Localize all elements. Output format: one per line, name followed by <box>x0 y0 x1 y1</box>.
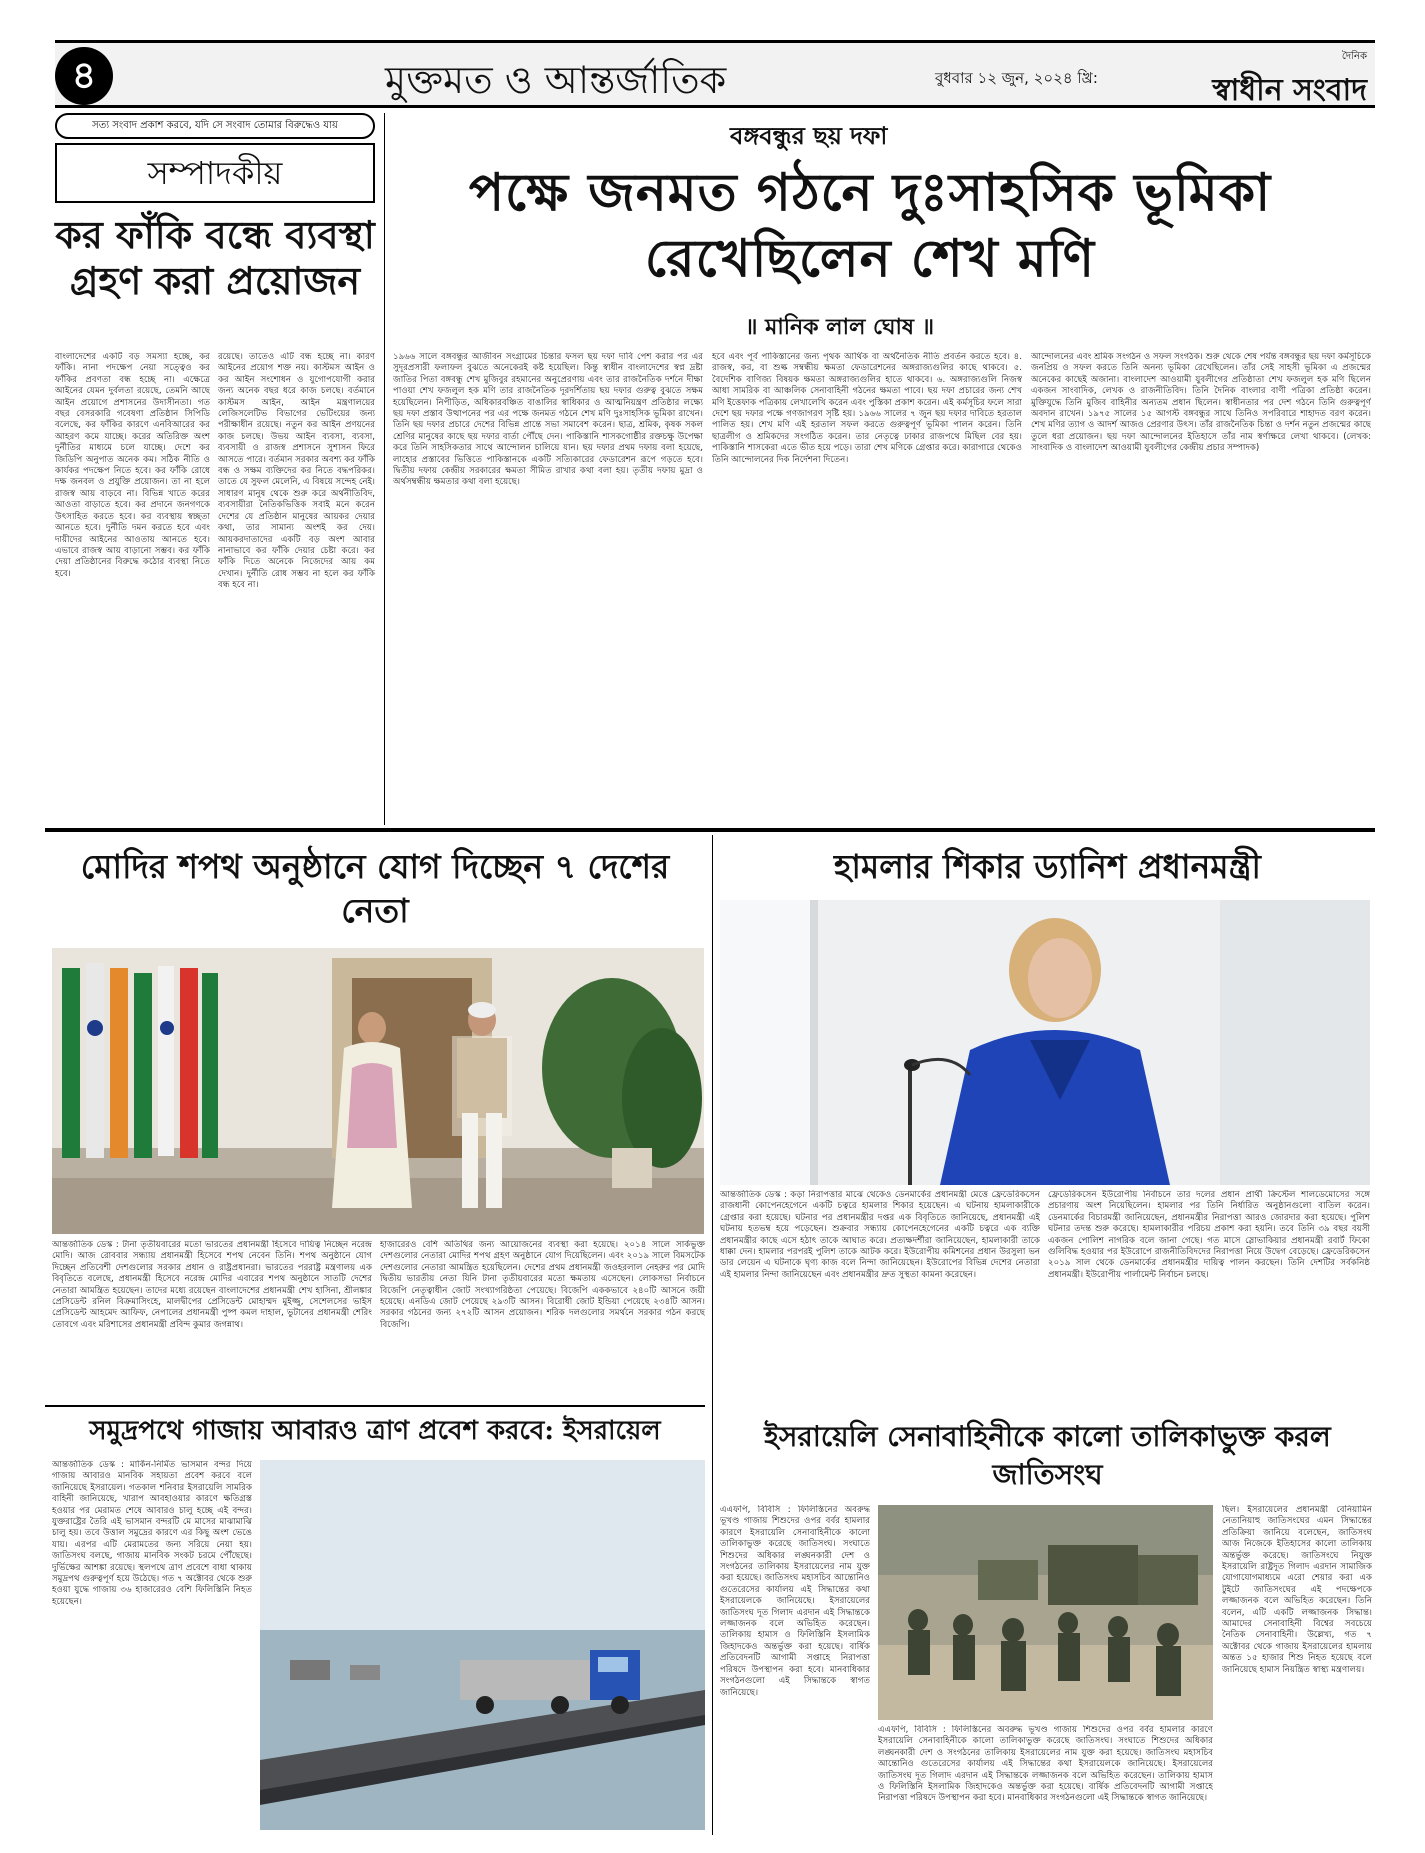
danish-pm-photo <box>720 900 1370 1185</box>
brand-name: স্বাধীন সংবাদ <box>1212 73 1367 108</box>
brand-small: দৈনিক <box>1341 51 1367 62</box>
editorial-title: কর ফাঁকি বন্ধে ব্যবস্থা গ্রহণ করা প্রয়োজন <box>55 212 375 303</box>
israeli-soldiers-photo <box>878 1505 1213 1720</box>
column-divider <box>384 113 385 825</box>
section-divider <box>45 828 1375 832</box>
main-text-col-3: আন্দোলনের এবং শ্রমিক সংগঠন ও সফল সংগঠক। শুরু থেকে শেষ পর্যন্ত বঙ্গবন্ধুর ছয় দফা কর্মসূচিকে জনপ্রিয় ও সফল করতে তিনি অনন্য ভূমিকা রেখেছিলেন। তাঁর সেই সাহসী ভূমিকা এ প্রজন্মের অনেকের কাছেই অজানা। বাংলাদেশ আওয়ামী যুবলীগের প্রতিষ্ঠাতা শেখ ফজলুল হক মণি ছিলেন একজন সাংবাদিক, লেখক ও রাজনীতিবিদ। তিনি দৈনিক বাংলার বাণী পত্রিকা প্রতিষ্ঠা করেন। মুক্তিযুদ্ধে তিনি মুজিব বাহিনীর অন্যতম প্রধান ছিলেন। স্বাধীনতার পর দেশ গঠনে তিনি গুরুত্বপূর্ণ অবদান রাখেন। ১৯৭৫ সালের ১৫ আগস্ট বঙ্গবন্ধুর সাথে তিনিও সপরিবারে শাহাদত বরণ করেন। শেখ মণির ত্যাগ ও আদর্শ আজও প্রেরণার উৎস। তাঁর রাজনৈতিক চিন্তা ও দর্শন নতুন প্রজন্মের কাছে তুলে ধরা প্রয়োজন। ছয় দফা আন্দোলনের ইতিহাসে তাঁর নাম স্বর্ণাক্ষরে লেখা থাকবে। (লেখক: সাংবাদিক ও বাংলাদেশ আওয়ামী যুবলীগের কেন্দ্রীয় প্রচার সম্পাদক) <box>1031 352 1371 454</box>
editorial-text-col-2: রয়েছে। তাতেও এটি বন্ধ হচ্ছে না। কারণ আইনের প্রয়োগ শক্ত নয়। কাস্টমস আইন ও কর আইন সংশোধন ও যুগোপযোগী করার জন্য অনেক বছর ধরে কাজ চলছে। বর্তমানে কাস্টমস আইন, আইন মন্ত্রণালয়ের লেজিসলেটিভ বিভাগের ভেটিংয়ের জন্য পরীক্ষাধীন রয়েছে। নতুন কর আইন প্রণয়নের কাজ চলছে। উভয় আইন ব্যবসা, ব্যবসা, ব্যবসায়ী ও রাজস্ব প্রশাসনে সুশাসন ফিরে আসতে পারে। বর্তমান সরকার অবশ্য কর ফাঁকি বন্ধ ও সক্ষম ব্যক্তিদের কর নিতে বদ্ধপরিকর। তাতে যে সুফল মেলেনি, এ বিষয়ে সন্দেহ নেই। সাধারণ মানুষ থেকে শুরু করে অর্থনীতিবিদ, ব্যবসায়ীরা নৈতিকভিত্তিক সবাই মনে করেন দেশের যে প্রতিষ্ঠান মানুষের আয়কর দেয়ার কথা, তার সামান্য অংশই কর দেয়। আয়করদাতাদের একটি বড় অংশ আবার নানাভাবে কর ফাঁকি দেয়ার চেষ্টা করে। কর ফাঁকি দিতে অনেকে নিজেদের আয় কম দেখান। দুর্নীতি রোধ সম্ভব না হলে কর ফাঁকি বন্ধ হবে না। <box>218 352 375 591</box>
main-kicker: বঙ্গবন্ধুর ছয় দফা <box>730 121 888 150</box>
masthead-logo <box>1212 49 1367 117</box>
un-text-col-2a: এএফপি, বিবিসি : ফিলিস্তিনের অবরুদ্ধ ভূখণ্ড গাজায় শিশুদের ওপর বর্বর হামলার কারণে ইসরায়েলি সেনাবাহিনীকে কালো তালিকাভুক্ত করেছে জাতিসংঘ। সংঘাতে শিশুদের অধিকার লঙ্ঘনকারী দেশ ও সংগঠনের তালিকায় ইসরায়েলের নাম যুক্ত করা হয়েছে। জাতিসংঘ মহাসচিব আন্তোনিও গুতেরেসের কার্যালয় এই সিদ্ধান্তের কথা ইসরায়েলকে জানিয়েছে। ইসরায়েলের জাতিসংঘ দূত গিলাদ এরদান এই সিদ্ধান্তকে লজ্জাজনক বলে অভিহিত করেছেন। তালিকায় হামাস ও ফিলিস্তিনি ইসলামিক জিহাদকেও অন্তর্ভুক্ত করা হয়েছে। বার্ষিক প্রতিবেদনটি আগামী সপ্তাহে নিরাপত্তা পরিষদে উপস্থাপন করা হবে। মানবাধিকার সংগঠনগুলো এই সিদ্ধান্তকে স্বাগত জানিয়েছে। <box>878 1725 1213 1804</box>
section-title: মুক্তমত ও আন্তর্জাতিক <box>385 58 727 102</box>
column-divider-2 <box>712 835 713 1835</box>
modi-headline: মোদির শপথ অনুষ্ঠানে যোগ দিচ্ছেন ৭ দেশের নেতা <box>80 847 670 930</box>
danish-text-col-1: আন্তর্জাতিক ডেস্ক : কড়া নিরাপত্তার মাঝে থেকেও ডেনমার্কের প্রধানমন্ত্রী মেত্তে ফ্রেডেরিকসেন রাজধানী কোপেনহেগেনে একটি চত্বরে হামলার শিকার হয়েছেন। এ ঘটনায় হামলাকারীকে গ্রেপ্তার করা হয়েছে। ঘটনার পর প্রধানমন্ত্রীর দপ্তর এক বিবৃতিতে জানিয়েছে, প্রধানমন্ত্রী এই ঘটনায় হতভম্ব হয়ে পড়েছেন। শুক্রবার সন্ধ্যায় কোপেনহেগেনের একটি চত্বরে এক ব্যক্তি প্রধানমন্ত্রীর কাছে এসে হঠাৎ তাকে আঘাত করে। প্রত্যক্ষদর্শীরা জানিয়েছেন, হামলাকারী তাকে ধাক্কা দেন। হামলার পরপরই পুলিশ তাকে আটক করে। ইউরোপীয় কমিশনের প্রধান উরসুলা ভন ডার লেয়েন এ ঘটনাকে ঘৃণ্য কাজ বলে নিন্দা জানিয়েছেন। ইউরোপের বিভিন্ন দেশের নেতারা এই হামলার নিন্দা জানিয়েছেন এবং প্রধানমন্ত্রীর দ্রুত সুস্থতা কামনা করেছেন। <box>720 1190 1040 1280</box>
main-byline: ॥ মানিক লাল ঘোষ ॥ <box>745 315 935 340</box>
editorial-motto: সত্য সংবাদ প্রকাশ করবে, যদি সে সংবাদ তোমার বিরুদ্ধেও যায় <box>55 113 375 139</box>
gaza-headline: সমুদ্রপথে গাজায় আবারও ত্রাণ প্রবেশ করবে: ইসরায়েল <box>89 1416 661 1446</box>
un-headline: ইসরায়েলি সেনাবাহিনীকে কালো তালিকাভুক্ত করল জাতিসংঘ <box>764 1420 1331 1491</box>
page-header <box>55 40 1375 108</box>
main-text-col-1: ১৯৬৬ সালে বঙ্গবন্ধুর আজীবন সংগ্রামের চিন্তার ফসল ছয় দফা দাবি পেশ করার পর এর সুদূরপ্রসারী ফলাফল বুঝতে অনেকেরই কষ্ট হয়েছিল। কিন্তু স্বাধীন বাংলাদেশের স্বপ্ন দ্রষ্টা জাতির পিতা বঙ্গবন্ধু শেখ মুজিবুর রহমানের অনুপ্রেরণায় এবং তার রাজনৈতিক দর্শনে দীক্ষা পাওয়া শেখ ফজলুল হক মণি তার রাজনৈতিক দূরদর্শিতায় ছয় দফার গুরুত্ব বুঝতে সক্ষম হয়েছিলেন। নিপীড়িত, অধিকারবঞ্চিত বাঙালির স্বাধিকার ও আত্মনিয়ন্ত্রণ প্রতিষ্ঠার লক্ষ্যে ছয় দফা প্রস্তাব উত্থাপনের পর এর পক্ষে জনমত গঠনে শেখ মণি দুঃসাহসিক ভূমিকা রাখেন। তিনি ছয় দফার প্রচারে দেশের বিভিন্ন প্রান্তে সভা সমাবেশ করেন। ছাত্র, শ্রমিক, কৃষক সকল শ্রেণির মানুষের কাছে ছয় দফার বার্তা পৌঁছে দেন। পাকিস্তানি শাসকগোষ্ঠীর রক্তচক্ষু উপেক্ষা করে তিনি সাহসিকতার সাথে আন্দোলন চালিয়ে যান। ছয় দফার প্রথম দফায় বলা হয়েছে, লাহোর প্রস্তাবের ভিত্তিতে পাকিস্তানকে একটি সত্যিকারের ফেডারেশন রূপে গড়তে হবে। দ্বিতীয় দফায় কেন্দ্রীয় সরকারের ক্ষমতা সীমিত রাখার কথা বলা হয়। তৃতীয় দফায় মুদ্রা ও অর্থসম্বন্ধীয় ক্ষমতার কথা বলা হয়েছে। <box>393 352 703 488</box>
page-number: ৪ <box>55 47 113 105</box>
gaza-top-rule <box>45 1405 705 1407</box>
danish-headline: হামলার শিকার ড্যানিশ প্রধানমন্ত্রী <box>834 847 1261 886</box>
modi-hasina-photo <box>52 948 704 1234</box>
modi-text-col-2: হাজারেরও বেশি অতিথির জন্য আয়োজনের ব্যবস্থা করা হয়েছে। ২০১৪ সালে সার্কভুক্ত দেশগুলোর নেতারা মোদির শপথ গ্রহণ অনুষ্ঠানে যোগ দিয়েছিলেন। এবং ২০১৯ সালে বিমসটেক দেশগুলোর নেতারা আমন্ত্রিত হয়েছিলেন। দেশের প্রথম প্রধানমন্ত্রী জওহরলাল নেহরুর পর মোদি দ্বিতীয় ভারতীয় নেতা যিনি টানা তৃতীয়বারের মতো ক্ষমতায় এসেছেন। লোকসভা নির্বাচনে বিজেপি নেতৃত্বাধীন জোট সংখ্যাগরিষ্ঠতা পেয়েছে। বিজেপি এককভাবে ২৪০টি আসনে জয়ী হয়েছে। এনডিএ জোট পেয়েছে ২৯৩টি আসন। বিরোধী জোট ইন্ডিয়া পেয়েছে ২৩৪টি আসন। সরকার গঠনের জন্য ২৭২টি আসন প্রয়োজন। শরিক দলগুলোর সমর্থনে সরকার গঠন করছে বিজেপি। <box>380 1240 705 1330</box>
main-text-col-2: হবে এবং পূর্ব পাকিস্তানের জন্য পৃথক আর্থিক বা অর্থনৈতিক নীতি প্রবর্তন করতে হবে। ৪. রাজস্ব, কর, বা শুল্ক সম্বন্ধীয় ক্ষমতা ফেডারেশনের অঙ্গরাজ্যগুলির কাছে থাকবে। ৫. বৈদেশিক বাণিজ্য বিষয়ক ক্ষমতা অঙ্গরাজ্যগুলির হাতে থাকবে। ৬. অঙ্গরাজ্যগুলি নিজস্ব আধা সামরিক বা আঞ্চলিক সেনাবাহিনী গঠনের ক্ষমতা পাবে। ছয় দফা প্রচারের জন্য শেখ মণি ইত্তেফাক পত্রিকায় লেখালেখি করেন এবং পুস্তিকা প্রকাশ করেন। এই কর্মসূচির ফলে সারা দেশে ছয় দফার পক্ষে গণজাগরণ সৃষ্টি হয়। ১৯৬৬ সালের ৭ জুন ছয় দফার দাবিতে হরতাল পালিত হয়। শেখ মণি এই হরতাল সফল করতে গুরুত্বপূর্ণ ভূমিকা পালন করেন। তিনি ছাত্রলীগ ও শ্রমিকদের সংগঠিত করেন। তার নেতৃত্বে ঢাকার রাজপথে মিছিল বের হয়। পাকিস্তানি শাসকেরা এতে ভীত হয়ে পড়ে। তারা শেখ মণিকে গ্রেপ্তার করে। কারাগারে থেকেও তিনি আন্দোলনের দিক নির্দেশনা দিতেন। <box>712 352 1022 465</box>
un-text-col-2: ছিল। ইসরায়েলের প্রধানমন্ত্রী বেনিয়ামিন নেতানিয়াহু জাতিসংঘের এমন সিদ্ধান্তের প্রতিক্রিয়া জানিয়ে বলেছেন, জাতিসংঘ আজ নিজেকে ইতিহাসের কালো তালিকায় অন্তর্ভুক্ত করেছে। জাতিসংঘে নিযুক্ত ইসরায়েলি রাষ্ট্রদূত গিলাদ এরদান সামাজিক যোগাযোগমাধ্যমে এরো শেয়ার করা এক টুইটে জাতিসংঘের এই পদক্ষেপকে লজ্জাজনক বলে অভিহিত করেছেন। তিনি বলেন, এটি একটি লজ্জাজনক সিদ্ধান্ত। আমাদের সেনাবাহিনী বিশ্বের সবচেয়ে নৈতিক সেনাবাহিনী। উল্লেখ্য, গত ৭ অক্টোবর থেকে গাজায় ইসরায়েলের হামলায় অন্তত ১৫ হাজার শিশু নিহত হয়েছে বলে জানিয়েছে হামাস নিয়ন্ত্রিত স্বাস্থ্য মন্ত্রণালয়। <box>1222 1505 1372 1675</box>
main-headline: পক্ষে জনমত গঠনে দুঃসাহসিক ভূমিকা রেখেছিলেন শেখ মণি <box>468 162 1272 289</box>
modi-text-col-1: আন্তর্জাতিক ডেস্ক : টানা তৃতীয়বারের মতো ভারতের প্রধানমন্ত্রী হিসেবে দায়িত্ব নিচ্ছেন নরেন্দ্র মোদি। আজ রোববার সন্ধ্যায় প্রধানমন্ত্রী হিসেবে শপথ নেবেন তিনি। শপথ অনুষ্ঠানে যোগ দিচ্ছেন প্রতিবেশী দেশগুলোর সরকার প্রধান ও রাষ্ট্রপ্রধানরা। ভারতের পররাষ্ট্র মন্ত্রণালয় এক বিবৃতিতে বলেছে, প্রধানমন্ত্রী হিসেবে নরেন্দ্র মোদির এবারের শপথ অনুষ্ঠানে সাতটি দেশের নেতারা আমন্ত্রিত হয়েছেন। তাদের মধ্যে রয়েছেন বাংলাদেশের প্রধানমন্ত্রী শেখ হাসিনা, শ্রীলঙ্কার প্রেসিডেন্ট রনিল বিক্রমাসিংহে, মালদ্বীপের প্রেসিডেন্ট মোহাম্মদ মুইজ্জু, সেশেলসের ভাইস প্রেসিডেন্ট আহমেদ আফিফ, নেপালের প্রধানমন্ত্রী পুষ্প কমল দাহাল, ভুটানের প্রধানমন্ত্রী শেরিং তোবগে এবং মরিশাসের প্রধানমন্ত্রী প্রবিন্দ কুমার জগন্নাথ। <box>52 1240 372 1330</box>
danish-text-col-2: ফ্রেডেরিকসেন ইউরোপীয় নির্বাচনে তার দলের প্রধান প্রার্থী ক্রিস্টেল শালডেমোসের সঙ্গে প্রচারণায় অংশ নিয়েছিলেন। হামলার পর তিনি নির্ধারিত অনুষ্ঠানগুলো বাতিল করেন। ডেনমার্কের বিচারমন্ত্রী জানিয়েছেন, প্রধানমন্ত্রীর নিরাপত্তা আরও জোরদার করা হয়েছে। পুলিশ ঘটনার তদন্ত শুরু করেছে। হামলাকারীর পরিচয় প্রকাশ করা হয়নি। তবে তিনি ৩৯ বছর বয়সী একজন পোলিশ নাগরিক বলে জানা গেছে। গত মাসে স্লোভাকিয়ার প্রধানমন্ত্রী রবার্ট ফিকো গুলিবিদ্ধ হওয়ার পর ইউরোপে রাজনীতিবিদদের নিরাপত্তা নিয়ে উদ্বেগ বেড়েছে। ফ্রেডেরিকসেন ২০১৯ সাল থেকে ডেনমার্কের প্রধানমন্ত্রীর দায়িত্ব পালন করছেন। তিনি দেশটির সর্বকনিষ্ঠ প্রধানমন্ত্রী। ইউরোপীয় পার্লামেন্ট নির্বাচন চলছে। <box>1048 1190 1370 1280</box>
un-text-col-1: এএফপি, বিবিসি : ফিলিস্তিনের অবরুদ্ধ ভূখণ্ড গাজায় শিশুদের ওপর বর্বর হামলার কারণে ইসরায়েলি সেনাবাহিনীকে কালো তালিকাভুক্ত করেছে জাতিসংঘ। সংঘাতে শিশুদের অধিকার লঙ্ঘনকারী দেশ ও সংগঠনের তালিকায় ইসরায়েলের নাম যুক্ত করা হয়েছে। জাতিসংঘ মহাসচিব আন্তোনিও গুতেরেসের কার্যালয় এই সিদ্ধান্তের কথা ইসরায়েলকে জানিয়েছে। ইসরায়েলের জাতিসংঘ দূত গিলাদ এরদান এই সিদ্ধান্তকে লজ্জাজনক বলে অভিহিত করেছেন। তালিকায় হামাস ও ফিলিস্তিনি ইসলামিক জিহাদকেও অন্তর্ভুক্ত করা হয়েছে। বার্ষিক প্রতিবেদনটি আগামী সপ্তাহে নিরাপত্তা পরিষদে উপস্থাপন করা হবে। মানবাধিকার সংগঠনগুলো এই সিদ্ধান্তকে স্বাগত জানিয়েছে। <box>720 1505 870 1698</box>
editorial-label: সম্পাদকীয় <box>55 143 375 203</box>
gaza-pier-photo <box>260 1460 705 1830</box>
issue-date: বুধবার ১২ জুন, ২০২৪ খ্রি: <box>935 69 1098 87</box>
gaza-text-col-1: আন্তর্জাতিক ডেস্ক : মার্কিন-নির্মিত ভাসমান বন্দর দিয়ে গাজায় আবারও মানবিক সহায়তা প্রবেশ করবে বলে জানিয়েছে ইসরায়েল। গতকাল শনিবার ইসরায়েলি সামরিক বাহিনী জানিয়েছে, খারাপ আবহাওয়ার কারণে ক্ষতিগ্রস্ত হওয়ার পর মেরামত শেষে আবারও চালু হচ্ছে এই বন্দর। যুক্তরাষ্ট্রের তৈরি এই ভাসমান বন্দরটি মে মাসের মাঝামাঝি চালু হয়। তবে উত্তাল সমুদ্রের কারণে এর কিছু অংশ ভেঙে যায়। এরপর এটি মেরামতের জন্য সরিয়ে নেয়া হয়। জাতিসংঘ বলছে, গাজায় মানবিক সংকট চরমে পৌঁছেছে। দুর্ভিক্ষের আশঙ্কা রয়েছে। স্থলপথে ত্রাণ প্রবেশে বাধা থাকায় সমুদ্রপথ গুরুত্বপূর্ণ হয়ে উঠেছে। গত ৭ অক্টোবর থেকে শুরু হওয়া যুদ্ধে গাজায় ৩৬ হাজারেরও বেশি ফিলিস্তিনি নিহত হয়েছেন। <box>52 1460 252 1607</box>
editorial-text-col-1: বাংলাদেশের একটি বড় সমস্যা হচ্ছে, কর ফাঁকি। নানা পদক্ষেপ নেয়া সত্ত্বেও কর ফাঁকির প্রবণতা বন্ধ হচ্ছে না। এক্ষেত্রে আইনের যেমন দুর্বলতা রয়েছে, তেমনি আছে আইন প্রয়োগে প্রশাসনের উদাসীনতা। গত বছর বেসরকারি গবেষণা প্রতিষ্ঠান সিপিডি বলেছে, কর ফাঁকির কারণে এনবিআরের কর আহরণ কমে যাচ্ছে। করের অতিরিক্ত অংশ দুর্নীতির মাধ্যমে চলে যাচ্ছে। দেশে কর জিডিপি অনুপাত অনেক কম। সঠিক নীতি ও কার্যকর পদক্ষেপ নিতে হবে। কর ফাঁকি রোধে দক্ষ জনবল ও প্রযুক্তি প্রয়োজন। তা না হলে রাজস্ব আয় বাড়বে না। বিভিন্ন খাতে করের আওতা বাড়াতে হবে। কর প্রদানে জনগণকে উৎসাহিত করতে হবে। কর ব্যবস্থায় স্বচ্ছতা আনতে হবে। দুর্নীতি দমন করতে হবে এবং দায়ীদের আইনের আওতায় আনতে হবে। এভাবে রাজস্ব আয় বাড়ানো সম্ভব। কর ফাঁকি দেয়া প্রতিষ্ঠানের বিরুদ্ধে কঠোর ব্যবস্থা নিতে হবে। <box>55 352 210 579</box>
